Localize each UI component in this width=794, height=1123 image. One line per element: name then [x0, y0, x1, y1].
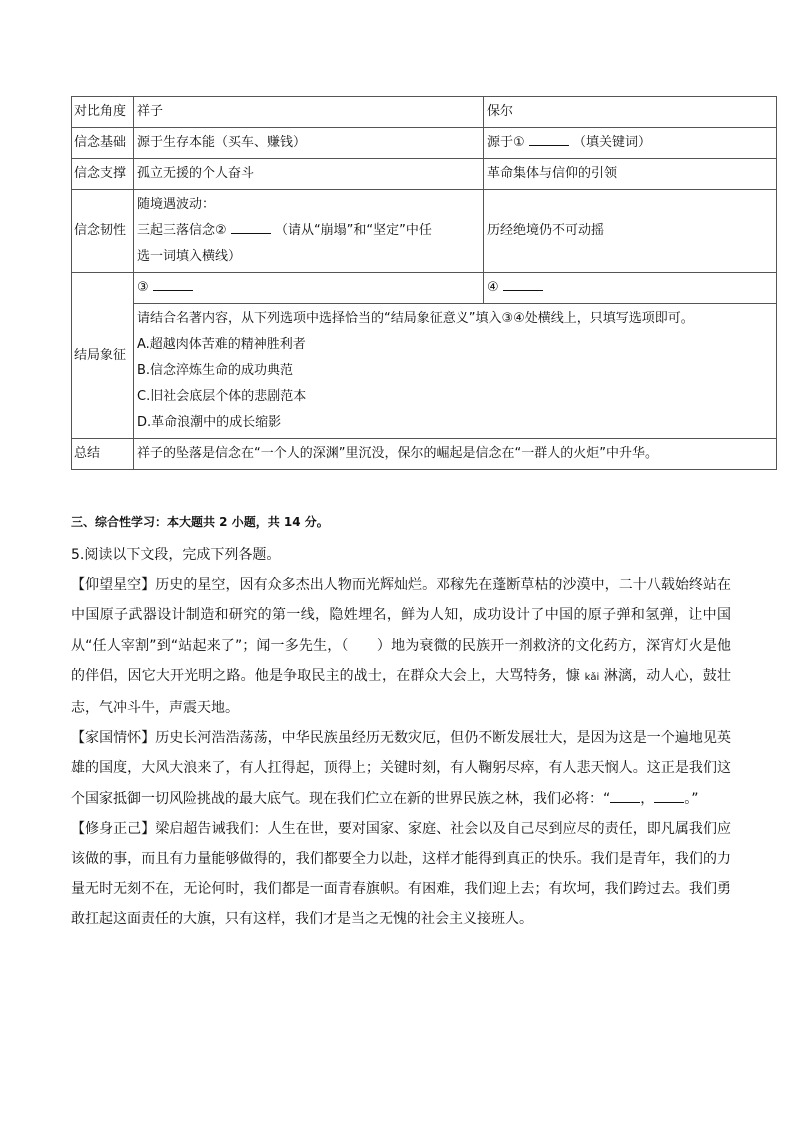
cell-text: 源于①	[487, 135, 525, 150]
paragraph-text: ，	[640, 790, 655, 807]
answer-blank-2[interactable]	[231, 218, 271, 234]
cell-text: 随境遇波动：	[137, 197, 216, 212]
section-heading: 三、综合性学习：本大题共 2 小题，共 14 分。	[71, 515, 329, 529]
pinyin-annotation: kǎi	[584, 671, 600, 683]
comparison-table	[71, 96, 777, 470]
instruction-text: 请结合名著内容，从下列选项中选择恰当的“结局象征意义”填入③④处横线上，只填写选项即可。	[137, 311, 694, 326]
paragraph-text: 历史长河浩浩荡荡，中华民族虽经历无数灾厄，但仍不断发展壮大，是因为这是一个遍地见英雄的国度，大风大浪来了，有人扛得起，顶得上；关键时刻，有人鞠躬尽瘁，有人悲天悯人。这正是我们这个国家抵御一切风险挑战的最大底气。现在我们伫立在新的世界民族之林，我们必将：“	[71, 730, 732, 807]
cell-text: 三起三落信念②	[137, 223, 227, 238]
paragraph	[71, 570, 731, 723]
table-row	[72, 159, 777, 190]
header-xiangzi: 祥子	[134, 97, 484, 128]
cell-text: （请从“崩塌”和“坚定”中任	[274, 223, 432, 238]
paragraph-text: 历史的星空，因有众多杰出人物而光辉灿烂。邓稼先在蓬断草枯的沙漠中，二十八载始终站在中国原子武器设计制造和研究的第一线，隐姓埋名，鲜为人知，成功设计了中国的原子弹和氢弹，让中国从“任人宰割”到“站起来了”；闻一多先生，（ ）地为衰微的民族开一剂救济的文化药方，深宵灯火是他的伴侣，因它大开光明之路。他是争取民主的战士，在群众大会上，大骂特务，慷	[71, 577, 732, 684]
cell-paul	[484, 128, 777, 159]
header-angle: 对比角度	[72, 97, 134, 128]
options-cell	[134, 304, 777, 439]
table-row	[72, 128, 777, 159]
cell-paul	[484, 273, 777, 304]
table-header-row	[72, 97, 777, 128]
table-row	[72, 304, 777, 439]
blank-number: ④	[487, 280, 499, 295]
paragraph-tag: 【仰望星空】	[71, 577, 156, 594]
table-row	[72, 273, 777, 304]
summary-cell: 祥子的坠落是信念在“一个人的深渊”里沉没，保尔的崛起是信念在“一群人的火炬”中升华。	[134, 439, 777, 470]
option-d: D.革命浪潮中的成长缩影	[137, 415, 282, 430]
table-row	[72, 439, 777, 470]
cell-text-line	[137, 218, 480, 244]
paragraph-text: 。”	[684, 790, 699, 807]
cell-xiangzi	[134, 273, 484, 304]
cell-text: （填关键词）	[572, 135, 651, 150]
paragraph-tag: 【家国情怀】	[71, 730, 156, 747]
cell-xiangzi: 孤立无援的个人奋斗	[134, 159, 484, 190]
paragraph	[71, 814, 731, 935]
option-c: C.旧社会底层个体的悲剧范本	[137, 389, 307, 404]
paragraph-text: 淋漓，动人心，鼓壮志，气冲斗牛，声震天地。	[71, 667, 732, 717]
paragraph-text: 梁启超告诫我们：人生在世，要对国家、家庭、社会以及自己尽到应尽的责任，即凡属我们应该做的事，而且有力量能够做得的，我们都要全力以赴，这样才能得到真正的快乐。我们是青年，我们的力量无时无刻不在，无论何时，我们都是一面青春旗帜。有困难，我们迎上去；有坎坷，我们跨过去。我们勇敢扛起这面责任的大旗，只有这样，我们才是当之无愧的社会主义接班人。	[71, 820, 732, 928]
answer-blank-5[interactable]	[610, 786, 640, 803]
answer-blank-1[interactable]	[529, 130, 569, 146]
row-label: 总结	[72, 439, 134, 470]
cell-paul: 革命集体与信仰的引领	[484, 159, 777, 190]
row-label: 信念基础	[72, 128, 134, 159]
row-label: 信念韧性	[72, 190, 134, 273]
option-b: B.信念淬炼生命的成功典范	[137, 363, 294, 378]
paragraph-tag: 【修身正己】	[71, 820, 156, 837]
cell-xiangzi: 源于生存本能（买车、赚钱）	[134, 128, 484, 159]
cell-xiangzi	[134, 190, 484, 273]
answer-blank-3[interactable]	[153, 275, 193, 291]
blank-number: ③	[137, 280, 149, 295]
row-label: 信念支撑	[72, 159, 134, 190]
row-label: 结局象征	[72, 273, 134, 439]
answer-blank-4[interactable]	[503, 275, 543, 291]
paragraph	[71, 723, 731, 814]
option-a: A.超越肉体苦难的精神胜利者	[137, 337, 306, 352]
answer-blank-6[interactable]	[654, 786, 684, 803]
reading-passage	[71, 540, 731, 935]
question-intro: 5.阅读以下文段，完成下列各题。	[71, 547, 281, 563]
cell-text: 选一词填入横线）	[137, 249, 242, 264]
header-paul: 保尔	[484, 97, 777, 128]
table-row	[72, 190, 777, 273]
cell-paul: 历经绝境仍不可动摇	[484, 190, 777, 273]
